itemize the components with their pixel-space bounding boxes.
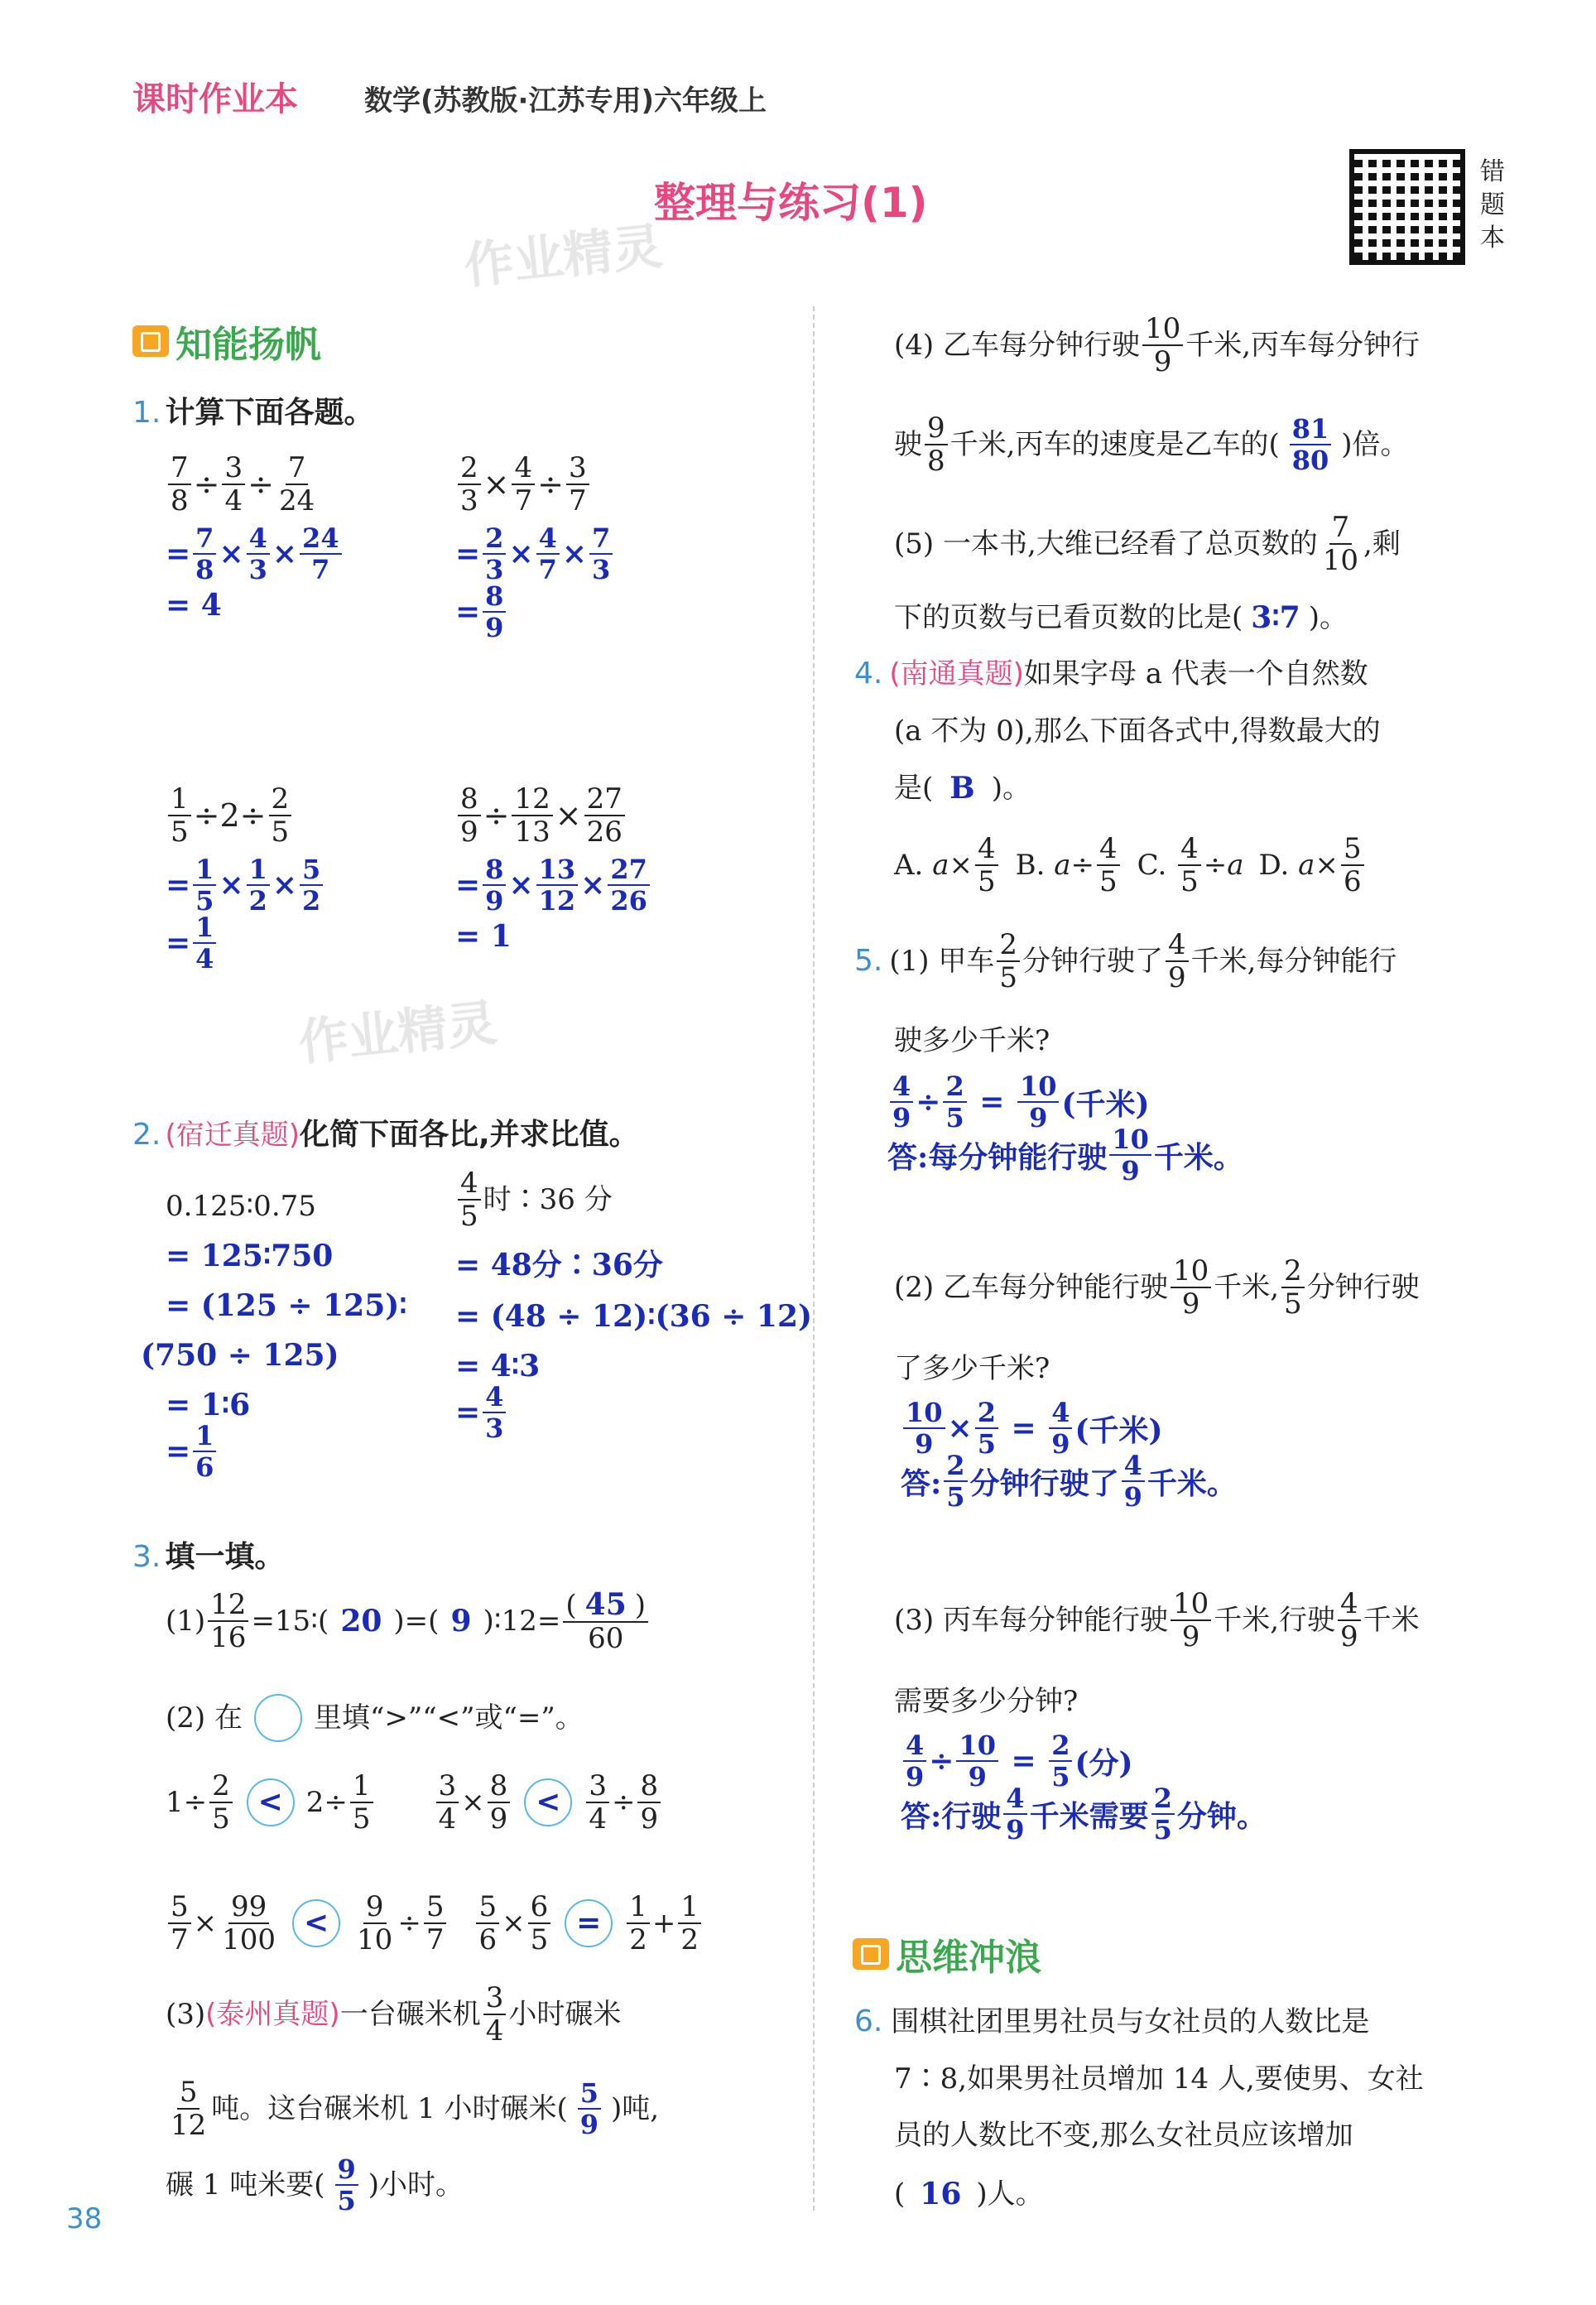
q5-part2-answer-text: 答: 2 5 分钟行驶了 4 9 千米。	[901, 1450, 1237, 1513]
q3-part-3-line1: (3) (泰州真题) 一台碾米机 3 4 小时碾米	[166, 1981, 622, 2048]
q5-part3-answer-calc: 4 9 ÷ 10 9 = 2 5 (分)	[901, 1732, 1133, 1790]
q3-part-2: (2) 在 里填“>”“<”或“=”。	[166, 1694, 584, 1742]
q5-part3-answer-text: 答:行驶 4 9 千米需要 2 5 分钟。	[901, 1783, 1267, 1845]
q6-line2: 7∶8,如果男社员增加 14 人,要使男、女社	[894, 2062, 1424, 2096]
q3-part-5-line2: 下的页数与已看页数的比是( 3∶7 )。	[894, 600, 1348, 635]
q1-problem-a: 7 8 ÷ 3 4 ÷ 7 24 = 7 8 × 4 3 × 24 7 = 4	[166, 454, 344, 623]
q6-line1: 6. 围棋社团里男社员与女社员的人数比是	[854, 2004, 1370, 2038]
q5-part1-line2: 驶多少千米?	[894, 1024, 1050, 1057]
q3-part-3-line2: 5 12 吨。这台碾米机 1 小时碾米( 5 9 )吨,	[171, 2076, 660, 2142]
q4-options: A. a × 4 5 B. a ÷ 4 5 C. 4 5 ÷ a D. a × 5 6	[894, 835, 1367, 896]
q3-compare-row-1: 1÷ 2 5 < 2÷ 1 5 3 4 × 8 9 < 3 4 ÷ 8 9	[166, 1772, 663, 1833]
q5-part1-line1: 5. (1) 甲车 2 5 分钟行驶了 4 9 千米,每分钟能行	[854, 928, 1397, 994]
q3-part-5-line1: (5) 一本书,大维已经看了总页数的 7 10 ,剩	[894, 511, 1401, 577]
q1-problem-d: 8 9 ÷ 12 13 × 27 26 = 8 9 × 13 12 × 27 26 = 1	[455, 785, 652, 954]
q3-part-1: (1) $\frac{12}{16}$ =15∶( 20 )=( 9 )∶12= $\frac{( 45 )}{60}$	[166, 1590, 651, 1653]
section-heading: 思维冲浪	[853, 1927, 1041, 1980]
compare-circle[interactable]: <	[247, 1778, 295, 1826]
q5-part2-answer-calc: 10 9 × 2 5 = 4 9 (千米)	[901, 1399, 1163, 1457]
cuoti-char: 错	[1480, 157, 1505, 186]
q2-part-a: 0.125∶0.75 = 125∶750 = (125 ÷ 125)∶ (750 ÷ 125) = 1∶6 = 1 6	[141, 1190, 407, 1483]
question-3-header: 3. 填一填。	[132, 1540, 285, 1574]
q5-part2-line2: 了多少千米?	[894, 1352, 1050, 1385]
q3-part-4-line2: 驶 9 8 千米,丙车的速度是乙车的( 81 80 )倍。	[894, 411, 1409, 478]
column-divider	[813, 306, 815, 2211]
q6-line3: 员的人数比不变,那么女社员应该增加	[894, 2119, 1353, 2152]
q5-part1-answer-calc: 4 9 ÷ 2 5 = 10 9 (千米)	[887, 1073, 1150, 1131]
compare-circle[interactable]: <	[524, 1778, 572, 1826]
section-heading: 知能扬帆	[132, 315, 321, 368]
question-1-header: 1. 计算下面各题。	[132, 396, 374, 430]
q5-part3-line2: 需要多少分钟?	[894, 1685, 1079, 1718]
wave-icon	[853, 1938, 889, 1970]
q5-part2-line1: (2) 乙车每分钟能行驶 10 9 千米, 2 5 分钟行驶	[894, 1254, 1420, 1321]
watermark: 作业精灵	[461, 217, 666, 296]
q1-problem-b: 2 3 × 4 7 ÷ 3 7 = 2 3 × 4 7 × 7 3 = 8 9	[455, 454, 615, 641]
q4-line2: (a 不为 0),那么下面各式中,得数最大的	[894, 715, 1381, 748]
q5-part3-line1: (3) 丙车每分钟能行驶 10 9 千米,行驶 4 9 千米	[894, 1587, 1420, 1653]
compare-circle[interactable]: <	[292, 1899, 340, 1947]
lesson-title: 整理与练习(1)	[654, 179, 928, 227]
cuoti-label[interactable]	[1478, 156, 1507, 255]
compare-circle[interactable]: =	[565, 1899, 613, 1947]
page-number: 38	[66, 2202, 103, 2235]
q5-part1-answer-text: 答:每分钟能行驶 10 9 千米。	[887, 1124, 1243, 1186]
book-subtitle: 数学(苏教版·江苏专用)六年级上	[364, 84, 767, 118]
q3-part-4-line1: (4) 乙车每分钟行驶 10 9 千米,丙车每分钟行	[894, 312, 1421, 378]
sail-icon	[132, 325, 169, 357]
watermark: 作业精灵	[296, 994, 500, 1073]
q4-line1: 4. (南通真题) 如果字母 a 代表一个自然数	[854, 657, 1368, 691]
q4-line3: 是( B )。	[894, 771, 1031, 806]
q2-part-b: 4 5 时∶36 分 = 48分∶36分 = (48 ÷ 12)∶(36 ÷ 12) = 4∶3 = 4 3	[455, 1167, 813, 1444]
q1-problem-c: 1 5 ÷2÷ 2 5 = 1 5 × 1 2 × 5 2 = 1 4	[166, 785, 325, 972]
q3-compare-row-2: 5 7 × 99 100 < 9 10 ÷ 5 7 5 6 × $\frac{6}{5}$ = $\frac{1}{2}$ + 1 2	[166, 1893, 704, 1954]
brand-title: 课时作业本	[132, 80, 298, 118]
cuoti-char: 题	[1480, 190, 1505, 219]
q6-line4: ( 16 )人。	[894, 2177, 1044, 2211]
cuoti-char: 本	[1480, 224, 1505, 253]
question-2-header: 2. (宿迁真题)化简下面各比,并求比值。	[132, 1118, 639, 1152]
q3-part-3-line3: 碾 1 吨米要( 9 5 )小时。	[166, 2153, 464, 2216]
empty-circle-icon	[254, 1694, 302, 1742]
qr-code-icon[interactable]	[1349, 149, 1465, 265]
